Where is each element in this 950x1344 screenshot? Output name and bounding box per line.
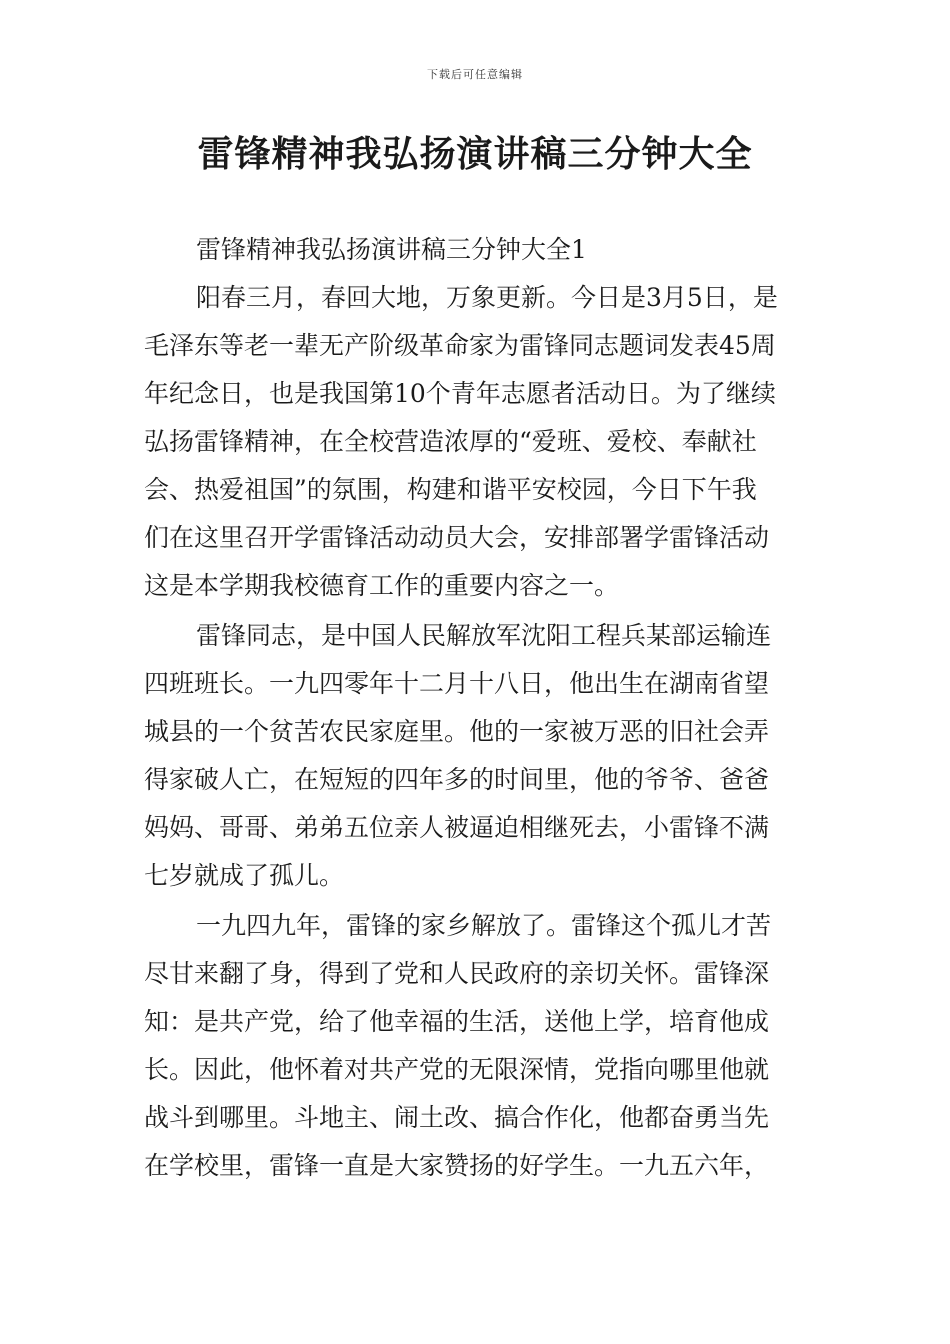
text-line: 毛泽东等老一辈无产阶级革命家为雷锋同志题词发表45周 xyxy=(144,331,776,360)
text-line: 阳春三月，春回大地，万象更新。今日是3月5日，是 xyxy=(196,283,778,312)
text-line: 在学校里，雷锋一直是大家赞扬的好学生。一九五六年， xyxy=(144,1151,770,1180)
text-line: 这是本学期我校德育工作的重要内容之一。 xyxy=(144,571,620,600)
paragraph-3 xyxy=(144,902,806,1190)
paragraph-2 xyxy=(144,612,806,900)
document-body xyxy=(144,226,806,1190)
text-line: 弘扬雷锋精神，在全校营造浓厚的“爱班、爱校、奉献社 xyxy=(144,427,757,456)
text-line: 一九四九年，雷锋的家乡解放了。雷锋这个孤儿才苦 xyxy=(196,911,772,940)
text-line: 得家破人亡，在短短的四年多的时间里，他的爷爷、爸爸 xyxy=(144,765,770,794)
header-note: 下载后可任意编辑 xyxy=(427,68,523,81)
text-line: 四班班长。一九四零年十二月十八日，他出生在湖南省望 xyxy=(144,669,770,698)
text-line: 长。因此，他怀着对共产党的无限深情，党指向哪里他就 xyxy=(144,1055,770,1084)
section-heading: 雷锋精神我弘扬演讲稿三分钟大全1 xyxy=(196,235,587,264)
text-line: 尽甘来翻了身，得到了党和人民政府的亲切关怀。雷锋深 xyxy=(144,959,770,988)
text-line: 战斗到哪里。斗地主、闹土改、搞合作化，他都奋勇当先 xyxy=(144,1103,770,1132)
text-line: 妈妈、哥哥、弟弟五位亲人被逼迫相继死去，小雷锋不满 xyxy=(144,813,770,842)
text-line: 七岁就成了孤儿。 xyxy=(144,861,345,890)
document-title: 雷锋精神我弘扬演讲稿三分钟大全 xyxy=(197,134,753,175)
text-line: 雷锋同志，是中国人民解放军沈阳工程兵某部运输连 xyxy=(196,621,772,650)
paragraph-1 xyxy=(144,274,806,610)
text-line: 年纪念日，也是我国第10个青年志愿者活动日。为了继续 xyxy=(144,379,776,408)
text-line: 们在这里召开学雷锋活动动员大会，安排部署学雷锋活动 xyxy=(144,523,770,552)
text-line: 会、热爱祖国”的氛围，构建和谐平安校园，今日下午我 xyxy=(144,475,757,504)
text-line: 知：是共产党，给了他幸福的生活，送他上学，培育他成 xyxy=(144,1007,770,1036)
text-line: 城县的一个贫苦农民家庭里。他的一家被万恶的旧社会弄 xyxy=(144,717,770,746)
